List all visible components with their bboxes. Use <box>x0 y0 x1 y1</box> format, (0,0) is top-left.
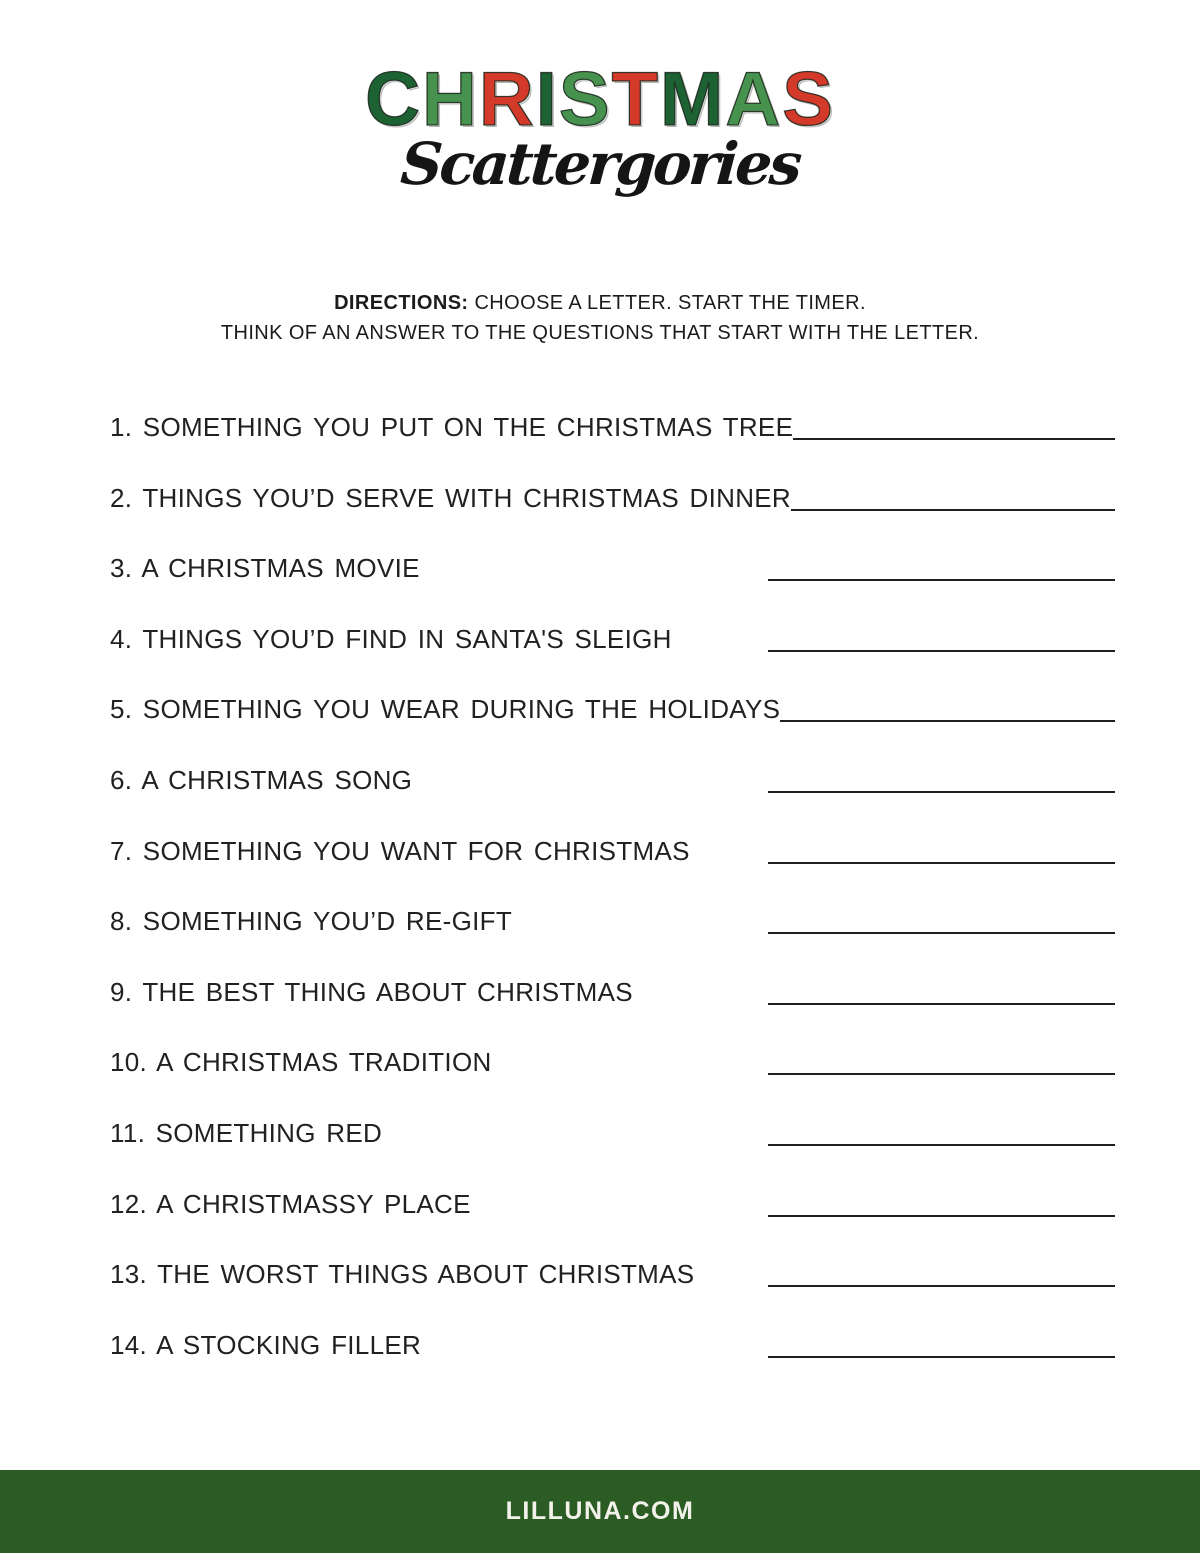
question-row <box>110 906 1115 937</box>
question-text: 11. SOMETHING RED <box>110 1117 383 1148</box>
question-text: 6. A CHRISTMAS SONG <box>110 764 413 795</box>
question-text: 8. SOMETHING YOU’D RE-GIFT <box>110 906 513 937</box>
answer-line <box>768 1195 1115 1217</box>
question-row <box>110 1047 1115 1078</box>
title-letter: T <box>611 57 661 142</box>
question-row <box>110 1117 1115 1148</box>
answer-line <box>791 489 1115 511</box>
title-letter: R <box>478 57 536 142</box>
answer-line <box>768 559 1115 581</box>
answer-line <box>768 1265 1115 1287</box>
question-row <box>110 1329 1115 1360</box>
question-text: 4. THINGS YOU’D FIND IN SANTA'S SLEIGH <box>110 623 672 654</box>
question-row <box>110 835 1115 866</box>
title-letter: H <box>421 57 479 142</box>
question-row <box>110 976 1115 1007</box>
answer-line <box>768 630 1115 652</box>
answer-line <box>768 912 1115 934</box>
title-letter: A <box>725 57 783 142</box>
directions-label: DIRECTIONS: <box>334 292 469 314</box>
question-row <box>110 764 1115 795</box>
answer-line <box>768 771 1115 793</box>
question-text: 10. A CHRISTMAS TRADITION <box>110 1047 492 1078</box>
question-row <box>110 1259 1115 1290</box>
answer-line <box>793 418 1115 440</box>
title-letter: I <box>535 57 559 142</box>
question-text: 12. A CHRISTMASSY PLACE <box>110 1188 471 1219</box>
answer-line <box>768 1336 1115 1358</box>
answer-line <box>768 842 1115 864</box>
title-scattergories: Scattergories <box>398 130 802 198</box>
question-text: 1. SOMETHING YOU PUT ON THE CHRISTMAS TREE <box>110 412 794 442</box>
question-row <box>110 414 1115 440</box>
directions-text <box>0 288 1200 348</box>
question-text: 5. SOMETHING YOU WEAR DURING THE HOLIDAYS <box>110 694 781 725</box>
question-row <box>110 482 1115 513</box>
question-text: 13. THE WORST THINGS ABOUT CHRISTMAS <box>110 1259 695 1290</box>
title-letter: M <box>660 57 726 142</box>
title-letter: S <box>782 57 835 142</box>
question-text: 3. A CHRISTMAS MOVIE <box>110 553 420 584</box>
directions-line2: THINK OF AN ANSWER TO THE QUESTIONS THAT START WITH THE LETTER. <box>220 322 980 344</box>
question-text: 14. A STOCKING FILLER <box>110 1329 422 1360</box>
footer-site-label: LILLUNA.COM <box>505 1497 695 1525</box>
title-letter: S <box>558 57 612 142</box>
title-letter: C <box>365 57 422 142</box>
question-row <box>110 553 1115 584</box>
question-row <box>110 623 1115 654</box>
answer-line <box>768 983 1115 1005</box>
answer-line <box>768 1124 1115 1146</box>
directions-line1: CHOOSE A LETTER. START THE TIMER. <box>474 292 866 314</box>
answer-line <box>780 700 1115 722</box>
question-row <box>110 1188 1115 1219</box>
footer-bar <box>0 1470 1200 1553</box>
answer-line <box>768 1053 1115 1075</box>
question-list <box>110 414 1115 1402</box>
question-row <box>110 694 1115 725</box>
question-text: 2. THINGS YOU’D SERVE WITH CHRISTMAS DINNER <box>110 482 791 513</box>
question-text: 7. SOMETHING YOU WANT FOR CHRISTMAS <box>110 835 690 866</box>
masthead <box>0 57 1200 198</box>
question-text: 9. THE BEST THING ABOUT CHRISTMAS <box>110 976 633 1007</box>
title-christmas <box>0 57 1200 142</box>
